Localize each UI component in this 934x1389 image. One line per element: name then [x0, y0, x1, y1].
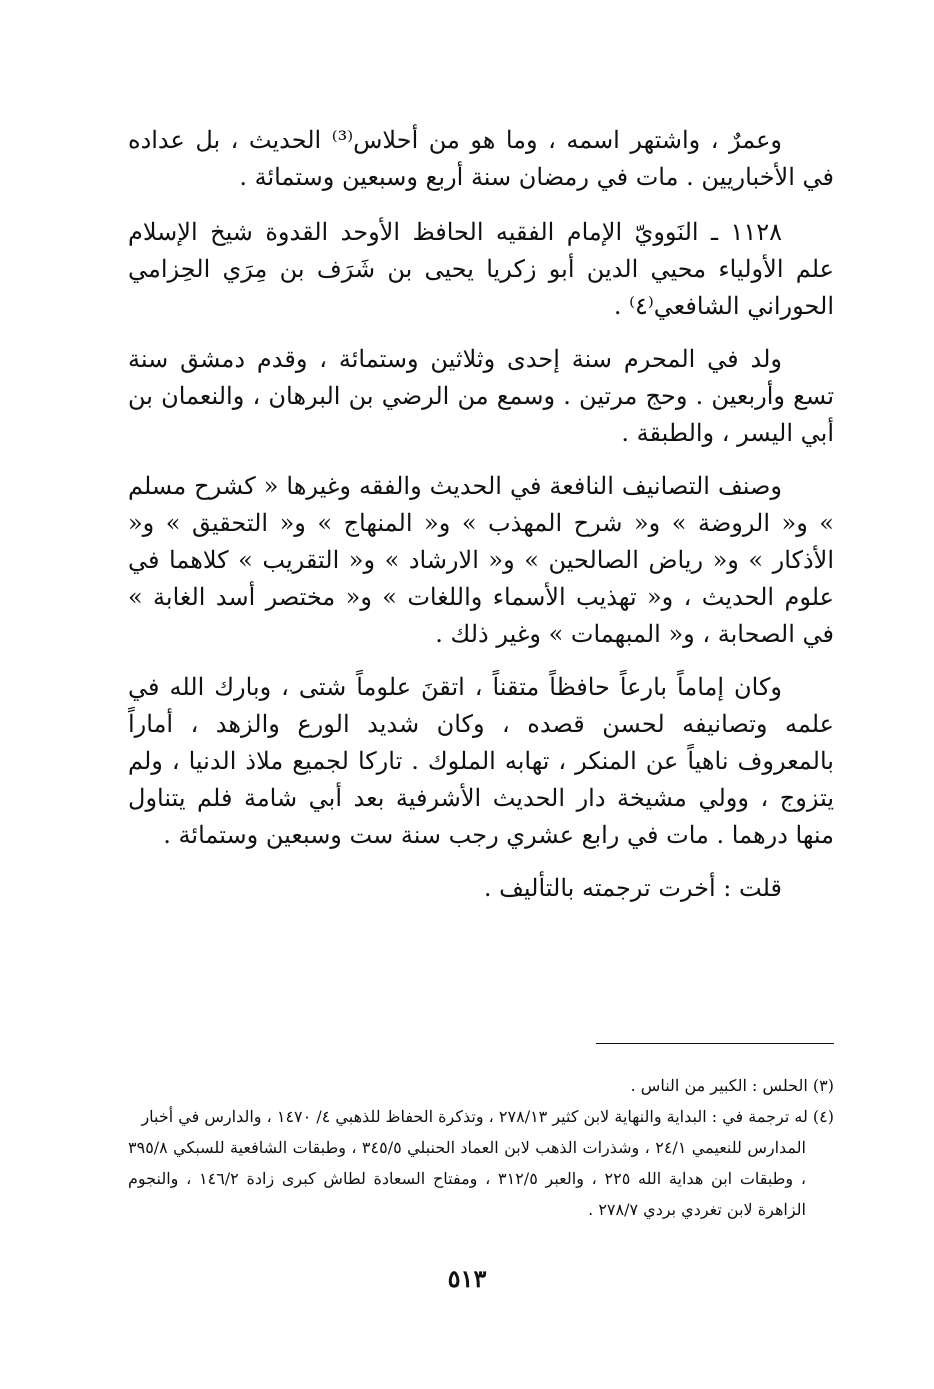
footnotes	[128, 1070, 834, 1225]
footnote-4-first-line: (٤) له ترجمة في : البداية والنهاية لابن كثير ٢٧٨/١٣ ، وتذكرة الحفاظ للذهبي ٤/ ١٤٧٠ ، والدارس في أخبار	[141, 1107, 834, 1126]
paragraph-entry-heading: ١١٢٨ ـ النَوويّ الإمام الفقيه الحافظ الأوحد القدوة شيخ الإسلام علم الأولياء محيي الدين أبو زكريا يحيى بن شَرَف بن مِرَي الحِزامي الحوراني الشافعي⁽٤⁾ .	[128, 218, 834, 320]
footnote-4-continuation: المدارس للنعيمي ٢٤/١ ، وشذرات الذهب لابن العماد الحنبلي ٣٤٥/٥ ، وطبقات الشافعية للسبكي ٣٩٥/٨ ، وطبقات ابن هداية الله ٢٢٥ ، والعبر ٣١٢/٥ ، ومفتاح السعادة لطاش كبرى زادة ١٤٦/٢ ، والنجوم الزاهرة لابن تغردي بردي ٢٧٨/٧ .	[128, 1138, 807, 1219]
footnote-3: (٣) الحلس : الكبير من الناس .	[630, 1076, 834, 1095]
paragraph-previous-entry-end: وعمرٌ ، واشتهر اسمه ، وما هو من أحلاس⁽³⁾ الحديث ، بل عداده في الأخباريين . مات في رمضان سنة أربع وسبعين وستمائة .	[128, 126, 834, 191]
page-body	[128, 122, 834, 923]
paragraph-character-and-death: وكان إماماً بارعاً حافظاً متقناً ، اتقنَ علوماً شتى ، وبارك الله في علمه وتصانيفه لحسن قصده ، وكان شديد الورع والزهد ، أماراً بالمعروف ناهياً عن المنكر ، تهابه الملوك . تاركا لجميع ملاذ الدنيا ، ولم يتزوج ، وولي مشيخة دار الحديث الأشرفية بعد أبي شامة فلم يتناول منها درهما . مات في رابع عشري رجب سنة ست وسبعين وستمائة .	[128, 673, 834, 849]
paragraph-author-note: قلت : أخرت ترجمته بالتأليف .	[483, 874, 782, 902]
paragraph-works: وصنف التصانيف النافعة في الحديث والفقه وغيرها « كشرح مسلم » و« الروضة » و« شرح المهذب » و« المنهاج » و« التحقيق » و« الأذكار » و« رياض الصالحين » و« الارشاد » و« التقريب » كلاهما في علوم الحديث ، و« تهذيب الأسماء واللغات » و« مختصر أسد الغابة » في الصحابة ، و« المبهمات » وغير ذلك .	[128, 472, 834, 648]
footnote-separator	[596, 1043, 834, 1044]
page-number: ٥١٣	[447, 1264, 487, 1293]
paragraph-birth-and-study: ولد في المحرم سنة إحدى وثلاثين وستمائة ، وقدم دمشق سنة تسع وأربعين . وحج مرتين . وسمع من الرضي بن البرهان ، والنعمان بن أبي اليسر ، والطبقة .	[128, 345, 834, 447]
